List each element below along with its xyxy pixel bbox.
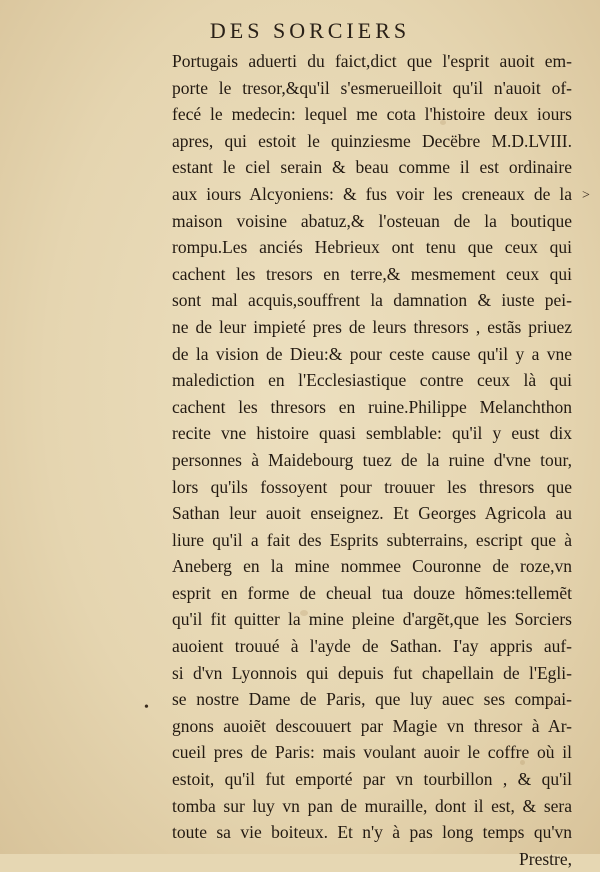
text-line: qu'il fit quitter la mine pleine d'argẽt,que les Sorciers xyxy=(172,609,572,630)
text-line: fecé le medecin: lequel me cota l'histoire deux iours xyxy=(172,104,572,125)
text-line: liure qu'il a fait des Esprits subterrains, escript que à xyxy=(172,529,572,550)
text-line: estant le ciel serain & beau comme il est ordinaire xyxy=(172,157,572,178)
running-head: DES SORCIERS xyxy=(209,18,411,43)
text-line: porte le tresor,&qu'il s'esmerueilloit qu'il n'auoit of- xyxy=(172,77,572,98)
text-line: auoient trouué à l'ayde de Sathan. I'ay appris auf- xyxy=(172,636,572,657)
text-line: cachent les thresors en ruine.Philippe Melanchthon xyxy=(172,396,572,417)
text-line: si d'vn Lyonnois qui depuis fut chapellain de l'Egli- xyxy=(172,662,572,683)
text-line: toute sa vie boiteux. Et n'y à pas long temps qu'vn xyxy=(172,822,572,843)
margin-mark: • xyxy=(144,700,149,715)
text-line: malediction en l'Ecclesiastique contre ceux là qui xyxy=(172,370,572,391)
text-line: se nostre Dame de Paris, que luy auec ses compai- xyxy=(172,689,572,710)
text-line: cachent les tresors en terre,& mesmement ceux qui xyxy=(172,263,572,284)
text-line: esprit en forme de cheual tua douze hõmes:tellemẽt xyxy=(172,582,572,603)
text-line: rompu.Les anciés Hebrieux ont tenu que ceux qui xyxy=(172,237,572,258)
text-line: personnes à Maidebourg tuez de la ruine d'vne tour, xyxy=(172,449,572,470)
body-text xyxy=(172,48,572,872)
text-line: de la vision de Dieu:& pour ceste cause qu'il y a vne xyxy=(172,343,572,364)
text-line: Aneberg en la mine nommee Couronne de roze,vn xyxy=(172,556,572,577)
text-line: estoit, qu'il fut emporté par vn tourbillon , & qu'il xyxy=(172,769,572,790)
text-line: tomba sur luy vn pan de muraille, dont il est, & sera xyxy=(172,795,572,816)
text-line: ne de leur impieté pres de leurs thresors , estãs priuez xyxy=(172,316,572,337)
text-line: cueil pres de Paris: mais voulant auoir le coffre où il xyxy=(172,742,572,763)
text-line: Portugais aduerti du faict,dict que l'esprit auoit em- xyxy=(172,51,572,71)
margin-mark: ˃ xyxy=(582,188,590,203)
text-line: apres, qui estoit le quinziesme Decëbre M.D.LVIII. xyxy=(172,130,572,151)
text-line: maison voisine abatuz,& l'osteuan de la boutique xyxy=(172,210,572,231)
text-line: recite vne histoire quasi semblable: qu'il y eust dix xyxy=(172,423,572,444)
text-line: gnons auoiẽt descouuert par Magie vn thresor à Ar- xyxy=(172,715,572,736)
text-line: sont mal acquis,souffrent la damnation & iuste pei- xyxy=(172,290,572,311)
text-line: Prestre, xyxy=(519,848,572,869)
text-line: lors qu'ils fossoyent pour trouuer les thresors que xyxy=(172,476,572,497)
text-line: aux iours Alcyoniens: & fus voir les creneaux de la xyxy=(172,183,572,204)
text-line: Sathan leur auoit enseignez. Et Georges Agricola au xyxy=(172,503,572,524)
